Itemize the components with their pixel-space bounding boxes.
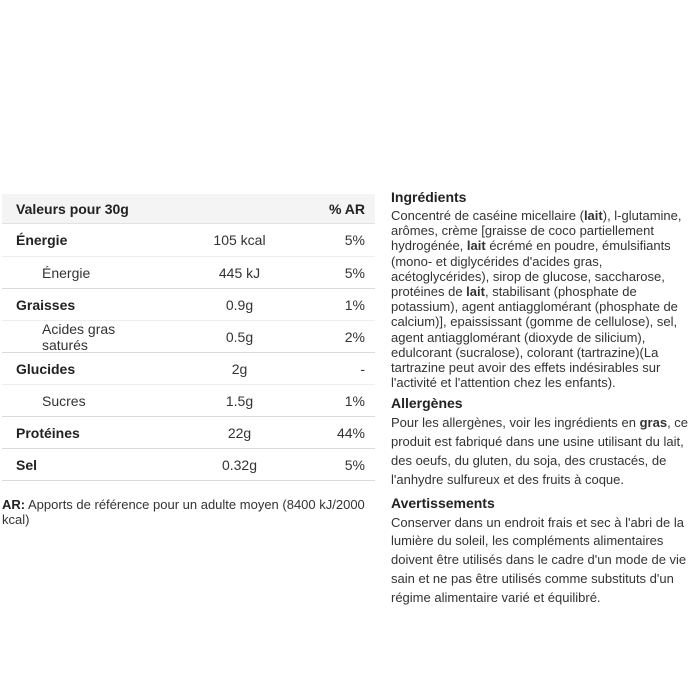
- row-label: Glucides: [16, 360, 76, 377]
- nutrition-rows: [2, 224, 375, 480]
- footnote-prefix: AR:: [2, 497, 26, 512]
- table-row: [2, 416, 375, 448]
- section-heading: Ingrédients: [391, 189, 467, 205]
- row-value: 1.5g: [225, 392, 254, 409]
- row-value: 22g: [227, 424, 252, 441]
- row-ar: 5%: [344, 264, 365, 281]
- table-row: [2, 384, 375, 416]
- reference-footnote: [2, 497, 375, 527]
- info-section-allergens: [391, 396, 699, 489]
- row-value: 105 kcal: [213, 232, 266, 248]
- row-value: 445 kJ: [218, 264, 261, 281]
- row-label: Sucres: [42, 392, 86, 409]
- table-row: [2, 256, 375, 288]
- row-ar: 2%: [344, 328, 365, 345]
- nutrition-table-header: [2, 194, 375, 224]
- section-heading: Allergènes: [391, 395, 463, 412]
- table-row: [2, 288, 375, 320]
- content-area: [2, 190, 699, 608]
- row-label: Acides gras saturés: [42, 320, 116, 353]
- row-value: 0.9g: [225, 296, 254, 313]
- table-title: Valeurs pour 30g: [16, 200, 129, 217]
- row-value: 2g: [231, 360, 248, 377]
- row-label: Graisses: [16, 296, 76, 313]
- row-value: 0.32g: [221, 456, 258, 473]
- nutrition-column: [2, 190, 375, 608]
- row-value: 0.5g: [225, 328, 254, 345]
- row-ar: 5%: [344, 456, 365, 473]
- footnote-text: Apports de référence pour un adulte moyen (8400 kJ/2000 kcal): [2, 497, 365, 527]
- row-label: Protéines: [16, 424, 80, 441]
- info-section-ingredients: [391, 190, 699, 390]
- row-ar: 1%: [344, 296, 365, 313]
- section-paragraph: Pour les allergènes, voir les ingrédients en gras, ce produit est fabriqué dans une usine utilisant du lait, des oeufs, du gluten, du soja, des crustacés, de l'anhydre sulfureux et des fruits à coque.: [391, 415, 689, 487]
- section-paragraph: Conserver dans un endroit frais et sec à l'abri de la lumière du soleil, les compléments alimentaires doivent être utilisés dans le cadre d'un mode de vie sain et ne pas être utilisés comme substituts d'un régime alimentaire varié et équilibré.: [391, 514, 687, 605]
- table-row: [2, 320, 375, 352]
- row-ar: 1%: [344, 392, 365, 409]
- nutrition-table: [2, 194, 375, 481]
- row-label: Énergie: [16, 232, 68, 248]
- row-ar: 44%: [336, 424, 365, 441]
- info-section-warnings: [391, 496, 699, 608]
- section-heading: Avertissements: [391, 494, 495, 511]
- table-row: [2, 448, 375, 480]
- section-paragraph: Concentré de caséine micellaire (lait), l-glutamine, arômes, crème [graisse de coco partiellement hydrogénée, lait écrémé en poudre, émulsifiants (mono- et diglycérides d'acides gras, acétoglycérides), sirop de glucose, saccharose, protéines de lait, stabilisant (phosphate de potassium), agent antiagglomérant (phosphate de calcium)], epaississant (gomme de cellulose), sel, agent antiagglomérant (dioxyde de silicium), edulcorant (sucralose), colorant (tartrazine)(La tartrazine peut avoir des effets indésirables sur l'activité et l'attention chez les enfants).: [391, 208, 682, 391]
- table-row: [2, 224, 375, 256]
- table-row: [2, 352, 375, 384]
- info-column: [391, 190, 699, 608]
- row-label: Sel: [16, 456, 38, 473]
- row-ar: 5%: [344, 232, 365, 248]
- row-ar: -: [360, 360, 365, 377]
- ar-column-header: % AR: [328, 200, 365, 217]
- row-label: Énergie: [42, 264, 91, 281]
